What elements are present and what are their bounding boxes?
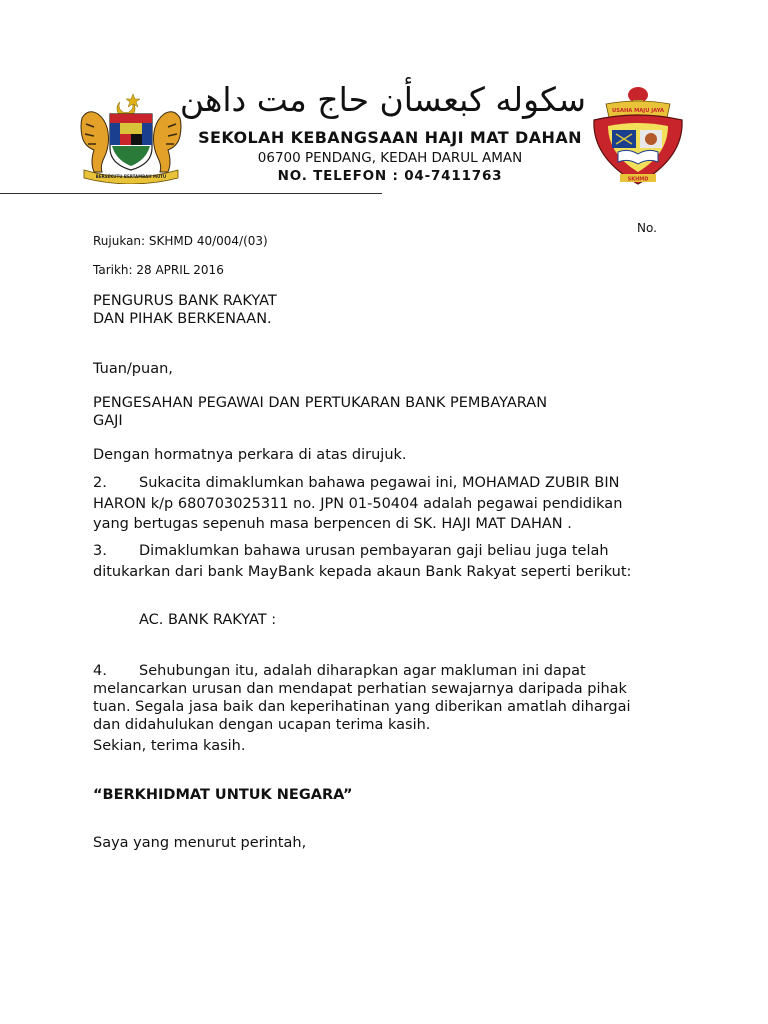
- letter-date: Tarikh: 28 APRIL 2016: [93, 263, 224, 277]
- coat-of-arms-banner: BERSEKUTU BERTAMBAH MUTU: [95, 174, 167, 179]
- paragraph-2-line-1: Sukacita dimaklumkan bahawa pegawai ini, MOHAMAD ZUBIR BIN: [139, 475, 620, 491]
- school-name-jawi: سکوله کبعسأن حاج مت داهن: [179, 80, 586, 119]
- motto: “BERKHIDMAT UNTUK NEGARA”: [93, 787, 353, 803]
- school-address: 06700 PENDANG, KEDAH DARUL AMAN: [257, 150, 523, 166]
- school-telephone: NO. TELEFON : 04-7411763: [277, 168, 503, 184]
- sign-off: Saya yang menurut perintah,: [93, 835, 307, 851]
- paragraph-4-number: 4.: [93, 663, 107, 679]
- paragraph-3-line-1: Dimaklumkan bahawa urusan pembayaran gaji beliau juga telah: [139, 543, 609, 559]
- closing-line: Sekian, terima kasih.: [93, 738, 246, 754]
- school-badge-bottom: SKHMD: [627, 176, 649, 183]
- reference-number: Rujukan: SKHMD 40/004/(03): [93, 234, 268, 248]
- opening-sentence: Dengan hormatnya perkara di atas dirujuk.: [93, 447, 407, 463]
- paragraph-4-line-4: dan didahulukan dengan ucapan terima kasih.: [93, 717, 431, 733]
- school-name: SEKOLAH KEBANGSAAN HAJI MAT DAHAN: [198, 128, 582, 147]
- paragraph-2: [93, 474, 683, 533]
- bank-account-label: AC. BANK RAKYAT :: [139, 612, 277, 628]
- recipient-line-2: DAN PIHAK BERKENAAN.: [93, 311, 272, 327]
- subject-line-1: PENGESAHAN PEGAWAI DAN PERTUKARAN BANK PEMBAYARAN: [93, 395, 548, 411]
- school-badge-logo: [588, 86, 688, 190]
- school-badge-motto: USAHA MAJU JAYA: [612, 108, 664, 114]
- paragraph-4: [93, 662, 683, 734]
- recipient-line-1: PENGURUS BANK RAKYAT: [93, 293, 277, 309]
- paragraph-4-line-3: tuan. Segala jasa baik dan keperihatinan yang diberikan amatlah dihargai: [93, 699, 631, 715]
- paragraph-3: [93, 542, 683, 581]
- subject-line-2: GAJI: [93, 413, 123, 429]
- document-number-label: No.: [637, 221, 657, 235]
- paragraph-3-line-2: ditukarkan dari bank MayBank kepada akaun Bank Rakyat seperti berikut:: [93, 564, 632, 580]
- salutation: Tuan/puan,: [93, 361, 173, 377]
- paragraph-4-line-2: melancarkan urusan dan mendapat perhatian sewajarnya daripada pihak: [93, 681, 627, 697]
- paragraph-2-number: 2.: [93, 475, 107, 491]
- paragraph-2-line-2: HARON k/p 680703025311 no. JPN 01-50404 adalah pegawai pendidikan: [93, 496, 623, 512]
- paragraph-4-line-1: Sehubungan itu, adalah diharapkan agar makluman ini dapat: [139, 663, 586, 679]
- coat-of-arms-logo: [76, 88, 186, 184]
- header-divider: [0, 193, 382, 194]
- paragraph-3-number: 3.: [93, 543, 107, 559]
- paragraph-2-line-3: yang bertugas sepenuh masa berpencen di SK. HAJI MAT DAHAN .: [93, 516, 572, 532]
